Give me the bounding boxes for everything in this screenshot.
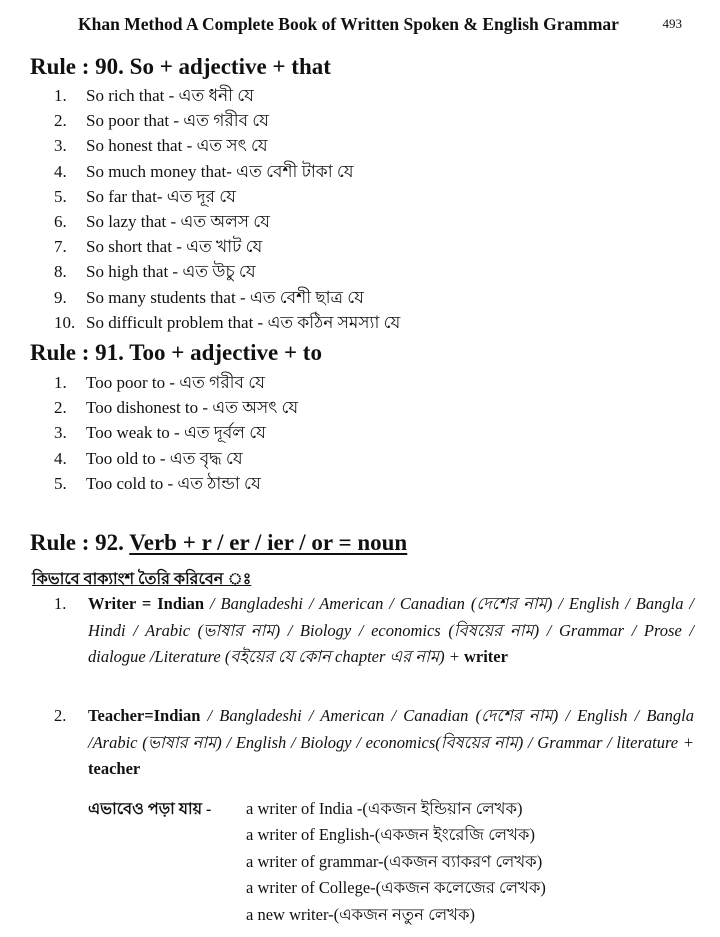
rule-90-list xyxy=(54,83,400,335)
item-number: 10. xyxy=(54,312,76,332)
item-number: 6. xyxy=(54,211,67,231)
list-item xyxy=(54,209,400,234)
item-text: Too weak to - এত দূর্বল যে xyxy=(86,423,266,443)
rule-92-paragraph-2 xyxy=(54,703,694,783)
item-text: So difficult problem that - এত কঠিন সমস্যা যে xyxy=(86,312,401,332)
list-item xyxy=(54,395,298,420)
list-item xyxy=(54,184,400,209)
item-text: So rich that - এত ধনী যে xyxy=(86,86,254,105)
item-text: Too cold to - এত ঠান্ডা যে xyxy=(86,473,261,493)
item-text: So short that - এত খাট যে xyxy=(86,237,263,257)
item-number: 8. xyxy=(54,262,67,282)
item-text: So many students that - এত বেশী ছাত্র যে xyxy=(86,287,364,307)
list-item xyxy=(54,285,400,310)
list-item xyxy=(54,108,400,133)
item-text: Too old to - এত বৃদ্ধ যে xyxy=(86,448,243,468)
page-header xyxy=(0,14,720,38)
paragraph-text: / Bangladeshi / American / Canadian (দেশের নাম) / English / Bangla /Arabic (ভাষার নাম) / English / Biology / economics(বিষয়ের নাম) / Grammar / literature + xyxy=(88,706,694,752)
rule-91-heading: Rule : 91. Too + adjective + to xyxy=(30,340,322,365)
item-number: 1. xyxy=(54,86,67,105)
paragraph-text: / Bangladeshi / American / Canadian (দেশের নাম) / English / Bangla / Hindi / Arabic (ভাষার নাম) / Biology / economics (বিষয়ের নাম) / Grammar / Prose / dialogue /Literature (বইয়ের যে কোন chapter এর নাম) + xyxy=(88,594,695,666)
list-item xyxy=(54,234,400,259)
paragraph-number: 2. xyxy=(54,706,67,725)
paragraph-body xyxy=(88,703,694,783)
item-text: So much money that- এত বেশী টাকা যে xyxy=(86,161,354,181)
item-number: 4. xyxy=(54,161,67,181)
item-number: 9. xyxy=(54,287,67,307)
item-number: 2. xyxy=(54,398,67,418)
paragraph-lead: Teacher=Indian xyxy=(88,706,201,725)
examples-label: এভাবেও পড়া যায় - xyxy=(88,801,212,818)
rule-92-prefix: Rule : 92. xyxy=(30,530,124,555)
item-text: So poor that - এত গরীব যে xyxy=(86,111,269,131)
item-number: 4. xyxy=(54,448,67,468)
paragraph-tail: writer xyxy=(463,647,508,666)
rule-92-formula: Verb + r / er / ier / or = noun xyxy=(129,530,408,555)
list-item xyxy=(54,133,400,158)
rule-92-paragraph-1 xyxy=(54,591,694,671)
list-item xyxy=(54,310,400,335)
example-item: a writer of English-(একজন ইংরেজি লেখক) xyxy=(246,825,535,845)
rule-92-subheading: কিভাবে বাক্যাংশ তৈরি করিবেন ঃ xyxy=(32,571,252,588)
item-number: 3. xyxy=(54,136,67,156)
list-item xyxy=(54,446,298,471)
rule-92-heading xyxy=(30,530,407,556)
item-text: So honest that - এত সৎ যে xyxy=(86,136,268,156)
list-item xyxy=(54,159,400,184)
item-number: 1. xyxy=(54,373,67,392)
list-item xyxy=(54,420,298,445)
examples-list xyxy=(246,796,546,928)
book-title: Khan Method A Complete Book of Written Spoken & English Grammar xyxy=(78,14,619,34)
example-item: a writer of India -(একজন ইন্ডিয়ান লেখক) xyxy=(246,799,523,818)
paragraph-lead: Writer = Indian xyxy=(88,594,205,613)
paragraph-number: 1. xyxy=(54,594,67,613)
item-text: So far that- এত দূর যে xyxy=(86,186,236,206)
list-item xyxy=(54,370,298,395)
rule-90-heading: Rule : 90. So + adjective + that xyxy=(30,54,331,79)
item-number: 5. xyxy=(54,186,67,206)
example-item: a new writer-(একজন নতুন লেখক) xyxy=(246,904,476,924)
item-number: 2. xyxy=(54,111,67,131)
item-number: 3. xyxy=(54,423,67,443)
item-text: So high that - এত উচু যে xyxy=(86,262,256,282)
list-item xyxy=(54,83,400,108)
list-item xyxy=(54,471,298,496)
example-item: a writer of grammar-(একজন ব্যাকরণ লেখক) xyxy=(246,851,543,871)
item-text: Too poor to - এত গরীব যে xyxy=(86,373,265,392)
page-number: 493 xyxy=(662,16,682,31)
item-number: 5. xyxy=(54,473,67,493)
example-item: a writer of College-(একজন কলেজের লেখক) xyxy=(246,878,546,898)
item-number: 7. xyxy=(54,237,67,257)
rule-91-list xyxy=(54,370,298,496)
item-text: Too dishonest to - এত অসৎ যে xyxy=(86,398,299,418)
list-item xyxy=(54,259,400,284)
paragraph-body xyxy=(88,591,694,671)
paragraph-tail: teacher xyxy=(88,759,141,778)
item-text: So lazy that - এত অলস যে xyxy=(86,211,270,231)
